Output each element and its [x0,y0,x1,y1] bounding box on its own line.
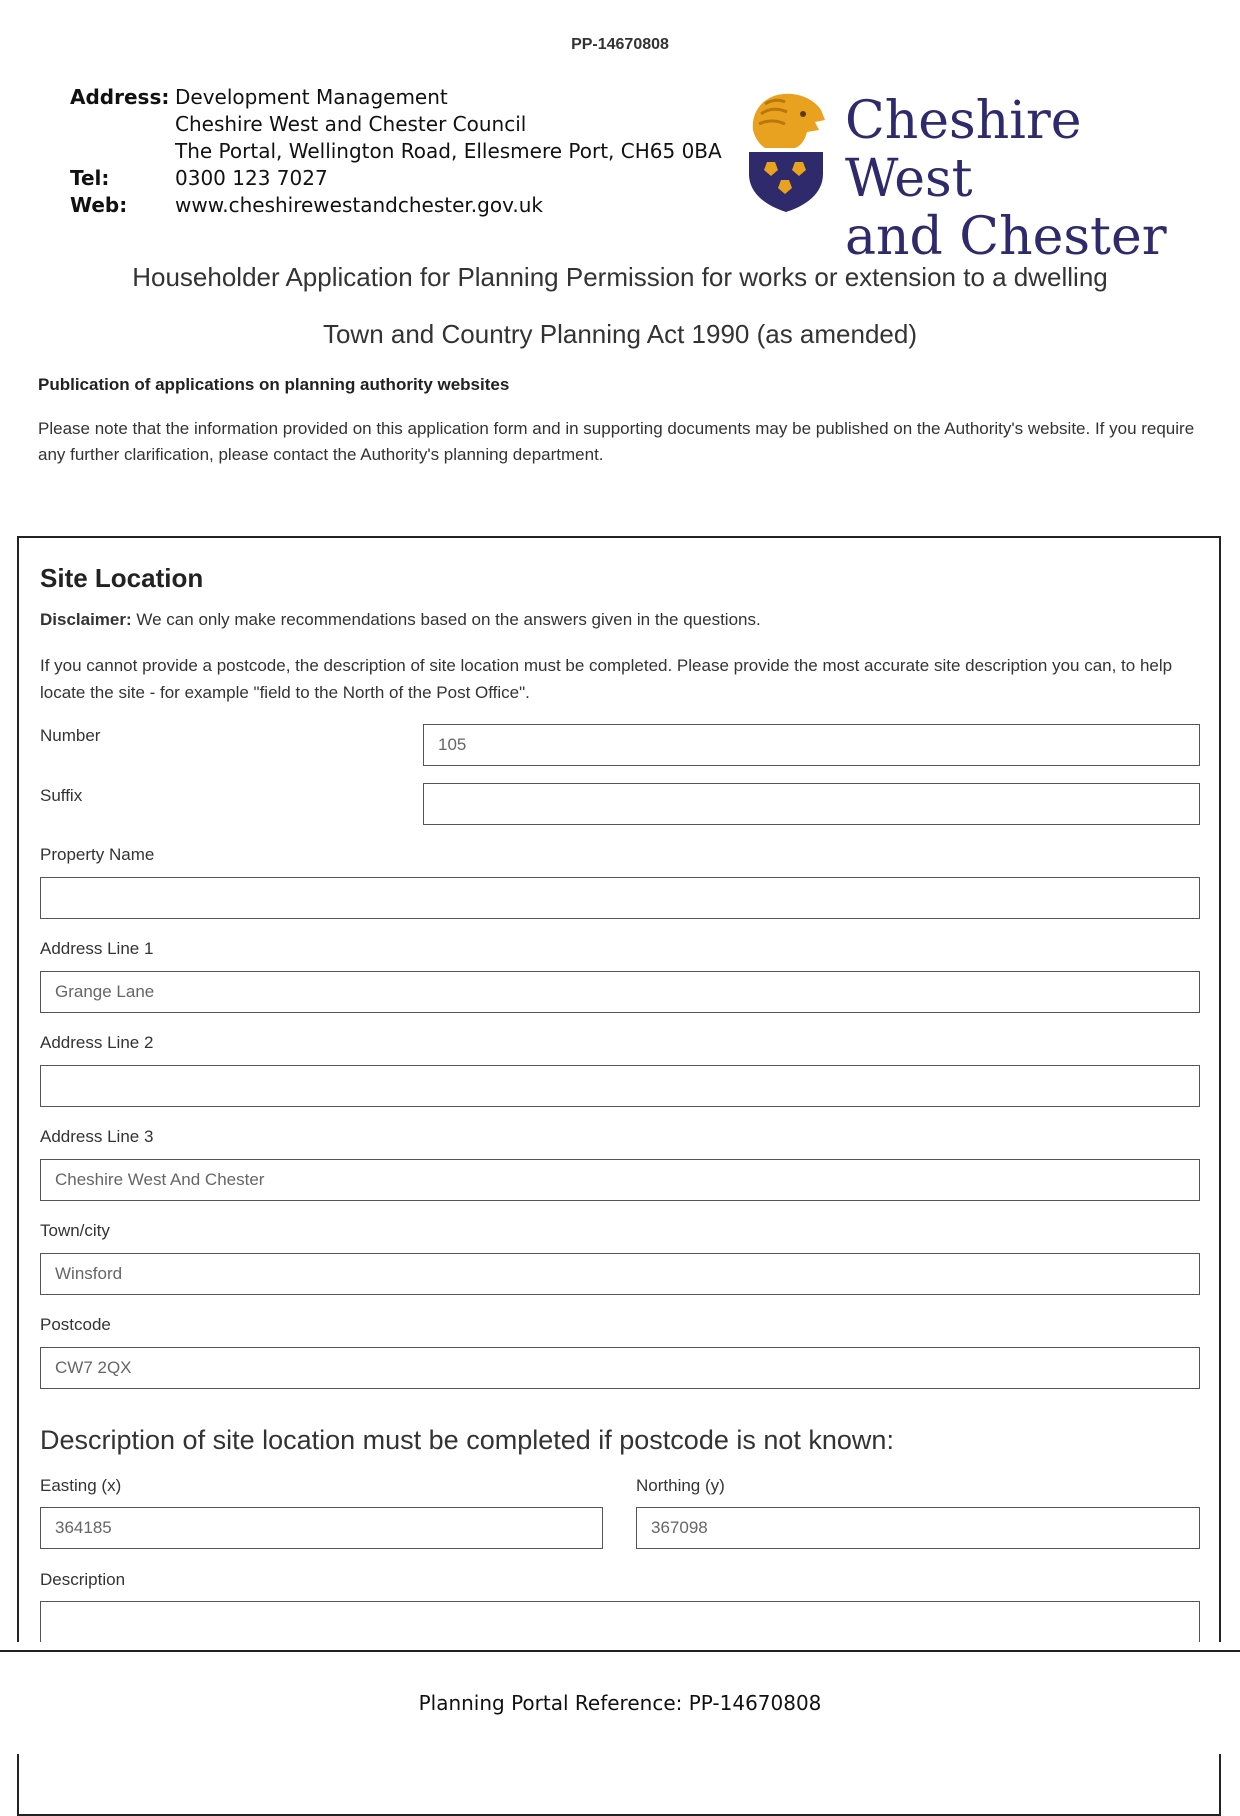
easting-label: Easting (x) [40,1476,122,1495]
crest-icon [745,90,827,212]
disclaimer [40,610,761,630]
northing-label: Northing (y) [636,1476,725,1495]
address-line-1-label: Address Line 1 [40,939,154,958]
page-subtitle: Town and Country Planning Act 1990 (as amended) [322,319,918,349]
contact-block [70,84,722,219]
postcode-label: Postcode [40,1315,111,1334]
northing-field[interactable]: 367098 [636,1507,1200,1549]
address-line-3-field[interactable]: Cheshire West And Chester [40,1159,1200,1201]
tel-value: 0300 123 7027 [175,166,328,190]
logo-line-2: and Chester [845,207,1167,267]
address-line-3-label: Address Line 3 [40,1127,154,1146]
help-text: If you cannot provide a postcode, the description of site location must be completed. Please provide the most accurate site description you can, to help locate the site - for example "field to the North of the Post Office". [40,656,1173,702]
description-heading: Description of site location must be completed if postcode is not known: [40,1425,894,1455]
town-city-label: Town/city [40,1221,110,1240]
number-label: Number [40,726,101,745]
tel-label: Tel: [70,166,110,190]
suffix-field[interactable] [423,783,1200,825]
disclaimer-text: We can only make recommendations based on the answers given in the questions. [131,610,761,629]
suffix-label: Suffix [40,786,83,805]
address-label: Address: [70,85,170,109]
section-title: Site Location [40,563,204,593]
disclaimer-label: Disclaimer: [40,610,132,629]
address-line-3: The Portal, Wellington Road, Ellesmere Port, CH65 0BA [175,139,722,163]
council-logo [745,90,1185,267]
address-line-1-field[interactable]: Grange Lane [40,971,1200,1013]
web-value: www.cheshirewestandchester.gov.uk [175,193,543,217]
address-line-2-field[interactable] [40,1065,1200,1107]
logo-wordmark [845,92,1185,266]
property-name-field[interactable] [40,877,1200,919]
web-label: Web: [70,193,128,217]
footer-divider [0,1650,1240,1652]
town-city-field[interactable]: Winsford [40,1253,1200,1295]
top-reference: PP-14670808 [571,36,669,53]
address-line-2-label: Address Line 2 [40,1033,154,1052]
logo-line-1: Cheshire West [845,91,1082,209]
address-line-2: Cheshire West and Chester Council [175,112,527,136]
description-label: Description [40,1570,126,1589]
footer-reference: Planning Portal Reference: PP-14670808 [418,1691,822,1715]
publication-text: Please note that the information provided on this application form and in supporting documents may be published on the Authority's website. If you require any further clarification, please contact the Authority's planning department. [38,419,1195,464]
page-title: Householder Application for Planning Permission for works or extension to a dwelling [132,262,1108,292]
postcode-field[interactable]: CW7 2QX [40,1347,1200,1389]
number-field[interactable]: 105 [423,724,1200,766]
property-name-label: Property Name [40,845,155,864]
address-line-1: Development Management [175,85,448,109]
easting-field[interactable]: 364185 [40,1507,603,1549]
publication-heading: Publication of applications on planning authority websites [38,375,510,394]
